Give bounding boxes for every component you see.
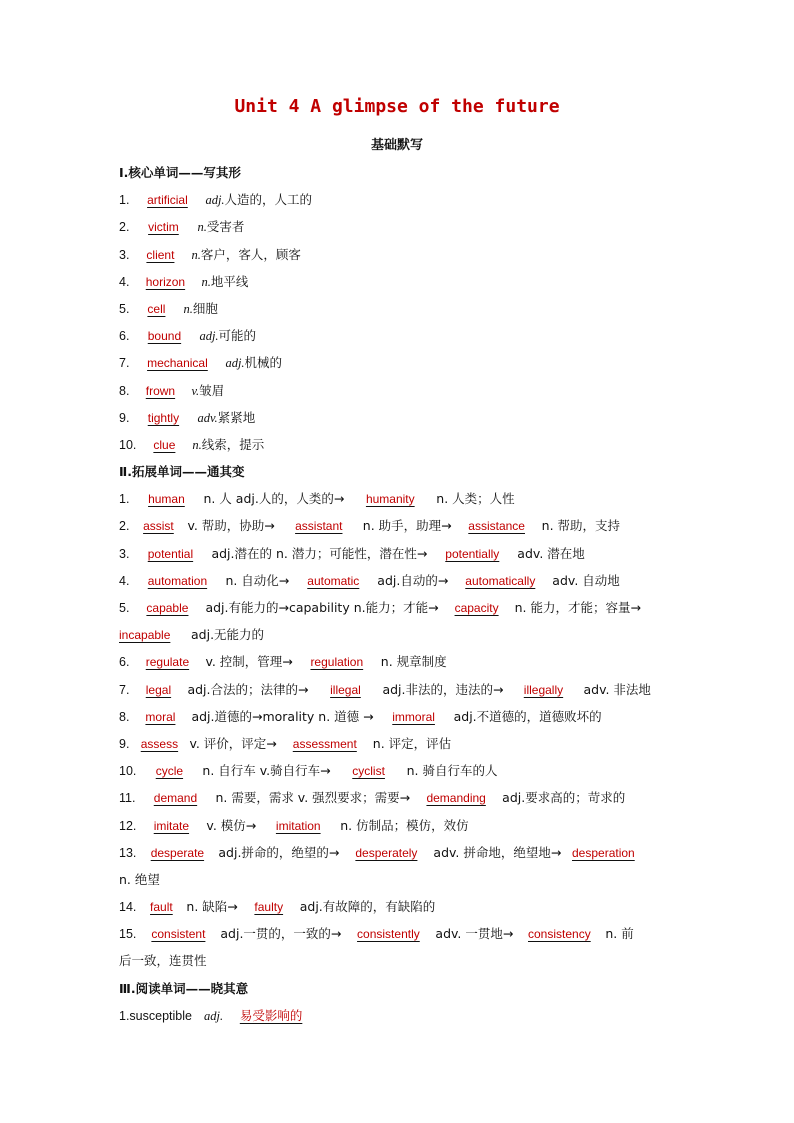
- list-item: 11. demand n. 需要，需求 v. 强烈要求；需要→ demanding adj.要求高的；苛求的: [119, 784, 679, 811]
- answer-blank: consistency: [528, 927, 591, 942]
- answer-blank: automation: [147, 573, 208, 588]
- answer-blank: illegally: [523, 682, 564, 697]
- answer-blank: desperation: [572, 845, 635, 860]
- answer-blank: consistent: [151, 927, 206, 942]
- answer-blank: incapable: [119, 628, 171, 643]
- answer-blank: potentially: [445, 546, 500, 561]
- answer-blank: demanding: [426, 791, 486, 806]
- list-item: 5. capable adj.有能力的→capability n.能力；才能→ capacity n. 能力，才能；容量→: [119, 594, 679, 621]
- answer-blank: assessment: [292, 736, 357, 751]
- answer-blank: assist: [143, 519, 174, 534]
- list-item-continuation: n. 绝望: [119, 871, 160, 887]
- list-item: 1.susceptible adj. 易受影响的: [119, 1002, 679, 1029]
- list-item: 9. tightly adv.紧紧地: [119, 404, 679, 431]
- answer-blank: capacity: [454, 601, 499, 615]
- answer-blank: artificial: [147, 193, 188, 208]
- list-item: 8. moral adj.道德的→morality n. 道德 → immoral adj.不道德的，道德败坏的: [119, 703, 679, 730]
- list-item: 5. cell n.细胞: [119, 295, 679, 322]
- answer-blank: consistently: [357, 927, 420, 942]
- page-title: Unit 4 A glimpse of the future: [234, 96, 560, 117]
- answer-blank: cyclist: [352, 764, 385, 779]
- answer-blank: victim: [148, 220, 179, 235]
- list-item: 14. fault n. 缺陷→ faulty adj.有故障的，有缺陷的: [119, 893, 679, 920]
- answer-blank: automatically: [465, 573, 536, 588]
- page-subtitle: 基础默写: [370, 138, 423, 153]
- list-item: 4. horizon n.地平线: [119, 268, 679, 295]
- list-item: 7. legal adj.合法的；法律的→ illegal adj.非法的，违法的→ illegally adv. 非法地: [119, 676, 679, 703]
- answer-blank: mechanical: [147, 356, 208, 371]
- list-item: 8. frown v.皱眉: [119, 377, 679, 404]
- answer-blank: clue: [153, 437, 176, 452]
- answer-blank: regulation: [310, 655, 364, 670]
- answer-blank: capable: [146, 601, 189, 615]
- answer-blank: frown: [145, 383, 176, 398]
- section-heading: Ⅰ.核心单词——写其形: [119, 165, 241, 180]
- answer-blank: humanity: [365, 492, 415, 507]
- list-item: 15. consistent adj.一贯的，一致的→ consistently adv. 一贯地→ consistency n. 前: [119, 920, 679, 947]
- list-item: 10. clue n.线索，提示: [119, 431, 679, 458]
- answer-blank: illegal: [330, 682, 361, 697]
- list-item: 4. automation n. 自动化→ automatic adj.自动的→ automatically adv. 自动地: [119, 567, 679, 594]
- answer-blank: desperate: [150, 845, 205, 860]
- list-item: 6. regulate v. 控制，管理→ regulation n. 规章制度: [119, 648, 679, 675]
- section-heading: Ⅱ.拓展单词——通其变: [119, 464, 245, 480]
- answer-blank: tightly: [147, 410, 180, 425]
- list-item: 3. client n.客户，客人，顾客: [119, 241, 679, 268]
- answer-blank: client: [146, 247, 175, 262]
- answer-blank: imitate: [153, 818, 190, 833]
- answer-blank: desperately: [355, 845, 418, 860]
- answer-blank: 易受影响的: [239, 1007, 303, 1023]
- answer-blank: human: [148, 492, 185, 507]
- answer-blank: legal: [145, 682, 172, 697]
- answer-blank: faulty: [254, 900, 284, 915]
- answer-blank: automatic: [307, 573, 360, 588]
- list-item: 10. cycle n. 自行车 v.骑自行车→ cyclist n. 骑自行车的人: [119, 757, 679, 784]
- list-item: 12. imitate v. 模仿→ imitation n. 仿制品；模仿，效仿: [119, 812, 679, 839]
- answer-blank: assistance: [468, 519, 525, 534]
- list-item: 2. assist v. 帮助，协助→ assistant n. 助手，助理→ assistance n. 帮助，支持: [119, 512, 679, 539]
- answer-blank: assess: [140, 736, 179, 751]
- list-item: 13. desperate adj.拼命的，绝望的→ desperately adv. 拼命地，绝望地→ desperation: [119, 839, 679, 866]
- answer-blank: potential: [147, 546, 194, 561]
- answer-blank: imitation: [275, 818, 321, 833]
- answer-blank: demand: [153, 791, 198, 806]
- answer-blank: horizon: [145, 274, 186, 289]
- answer-blank: bound: [147, 329, 182, 344]
- list-item: 1. human n. 人 adj.人的，人类的→ humanity n. 人类；人性: [119, 485, 679, 512]
- list-item: 6. bound adj.可能的: [119, 322, 679, 349]
- list-item: 3. potential adj.潜在的 n. 潜力；可能性，潜在性→ potentially adv. 潜在地: [119, 540, 679, 567]
- answer-blank: regulate: [145, 655, 190, 670]
- list-item: 9. assess v. 评价，评定→ assessment n. 评定，评估: [119, 730, 679, 757]
- answer-blank: immoral: [392, 709, 435, 724]
- answer-blank: cell: [147, 301, 166, 316]
- answer-blank: cycle: [155, 764, 184, 779]
- exercise-body: [119, 159, 679, 1029]
- answer-blank: moral: [145, 709, 176, 724]
- answer-blank: assistant: [295, 519, 343, 534]
- section-heading: Ⅲ.阅读单词——晓其意: [119, 980, 249, 996]
- list-item: 7. mechanical adj.机械的: [119, 349, 679, 376]
- list-item: 1. artificial adj.人造的，人工的: [119, 186, 679, 213]
- answer-blank: fault: [150, 900, 173, 915]
- list-item-continuation: 后一致，连贯性: [119, 953, 207, 969]
- list-item: 2. victim n.受害者: [119, 213, 679, 240]
- list-item-continuation: incapable adj.无能力的: [119, 621, 679, 648]
